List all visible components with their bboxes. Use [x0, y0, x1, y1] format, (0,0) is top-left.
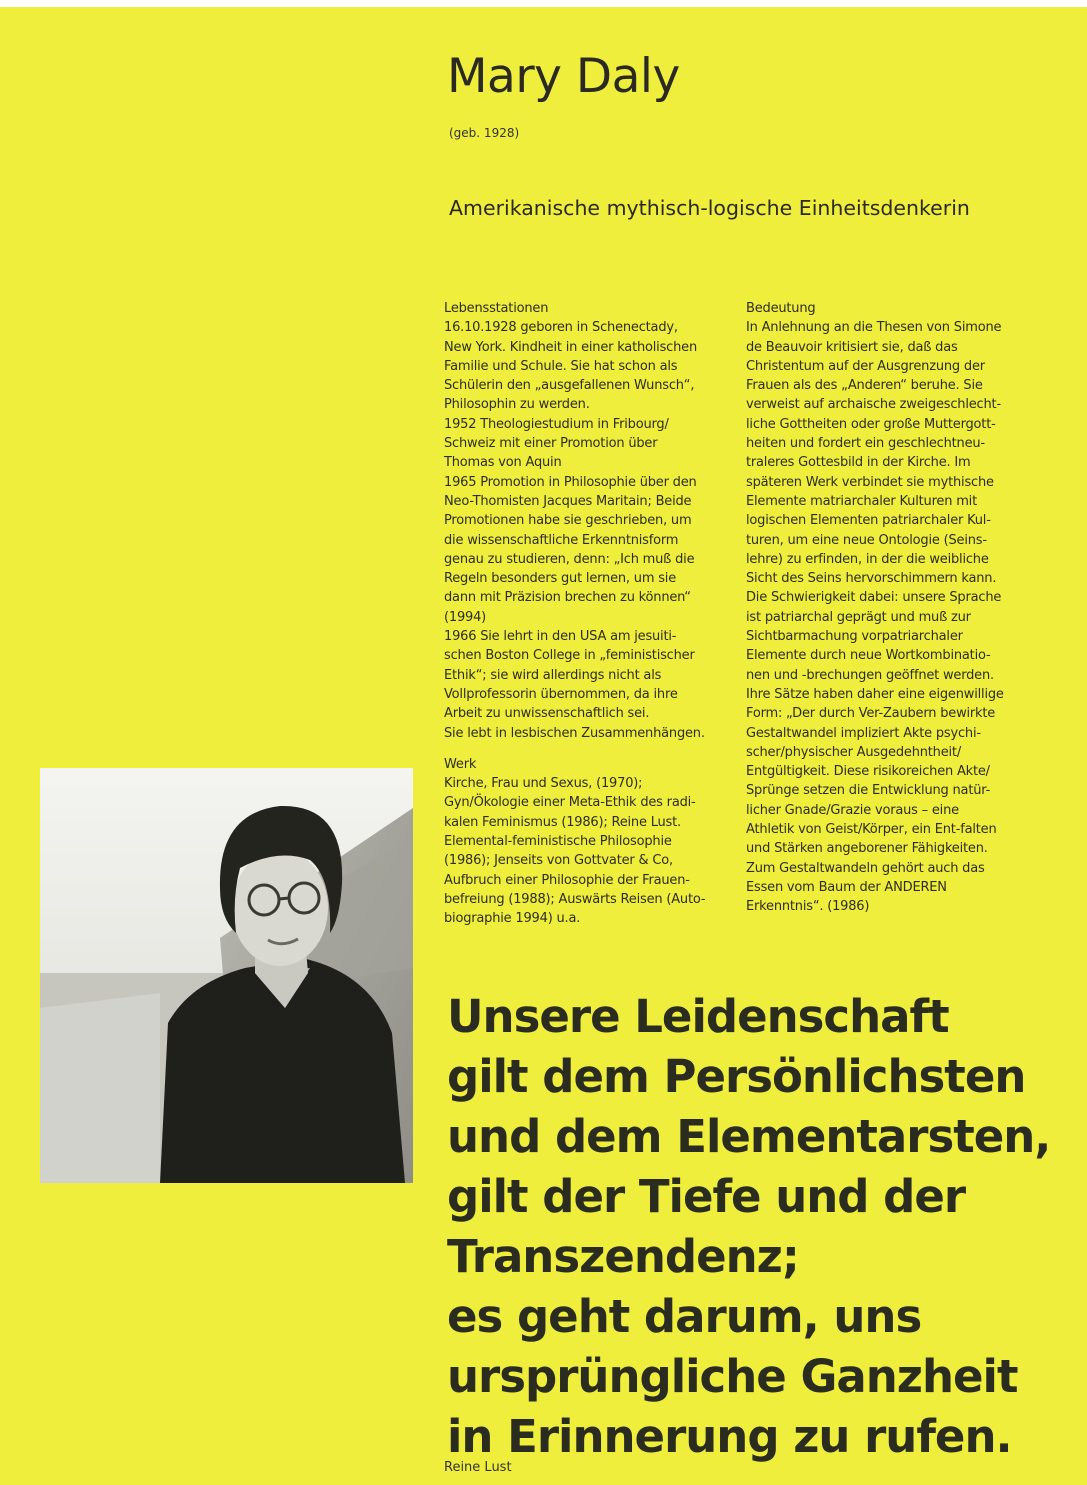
- work-heading: Werk: [444, 756, 477, 772]
- birth-year: (geb. 1928): [449, 126, 520, 140]
- life-text: 16.10.1928 geboren in Schenectady, New York. Kindheit in einer katholischen Familie und Schule. Sie hat schon als Schülerin den „ausgefallenen Wunsch“, Philosophin zu werden. 1952 Theologiestudium in Fribourg/ Schweiz mit einer Promotion über Thomas von Aquin 1965 Promotion in Philosophie über den Neo-Thomisten Jacques Maritain; Beide Promotionen habe sie geschrieben, um die wissenschaftliche Erkenntnisform genau zu studieren, denn: „Ich muß die Regeln besonders gut lernen, um sie dann mit Präzision brechen zu können“ (1994) 1966 Sie lehrt in den USA am jesuiti- schen Boston College in „feministischer Ethik“; sie wird allerdings nicht als Vollprofessorin übernommen, da ihre Arbeit zu unwissenschaftlich sei. Sie lebt in lesbischen Zusammenhängen.: [444, 320, 705, 741]
- page: [0, 7, 1087, 1485]
- meaning-text: In Anlehnung an die Thesen von Simone de Beauvoir kritisiert sie, daß das Christentum auf der Ausgrenzung der Frauen als des „Anderen“ beruhe. Sie verweist auf archaische zweigeschlecht- liche Gottheiten oder große Muttergott- heiten und fordert ein geschlechtneu- traleres Gottesbild in der Kirche. Im späteren Werk verbindet sie mythische Elemente matriarchaler Kulturen mit logischen Elementen patriarchaler Kul- turen, um eine neue Ontologie (Seins- lehre) zu erfinden, in der die weibliche Sicht des Seins hervorschimmern kann. Die Schwierigkeit dabei: unsere Sprache ist patriarchal geprägt und muß zur Sichtbarmachung vorpatriarchaler Elemente durch neue Wortkombinatio- nen und -brechungen geöffnet werden. Ihre Sätze haben daher eine eigenwillige Form: „Der durch Ver-Zaubern bewirkte Gestaltwandel impliziert Akte psychi- scher/physischer Ausgedehntheit/ Entgültigkeit. Diese risikoreichen Akte/ Sprünge setzen die Entwicklung natür- licher Gnade/Grazie voraus – eine Athletik von Geist/Körper, ein Ent-falten und Stärken angeborener Fähigkeiten. Zum Gestaltwandeln gehört auch das Essen vom Baum der ANDEREN Erkenntnis“. (1986): [746, 320, 1004, 915]
- portrait-photo: [40, 768, 413, 1183]
- meaning-heading: Bedeutung: [746, 301, 816, 316]
- work-text: Kirche, Frau und Sexus, (1970); Gyn/Ökologie einer Meta-Ethik des radi- kalen Feminismus (1986); Reine Lust. Elemental-feministische Philosophie (1986); Jenseits von Gottvater & Co, Aufbruch einer Philosophie der Frauen- befreiung (1988); Auswärts Reisen (Auto- biographie 1994) u.a.: [444, 776, 706, 927]
- life-heading: Lebensstationen: [444, 301, 549, 316]
- portrait-image: [40, 768, 413, 1183]
- quote-source: Reine Lust: [444, 1460, 512, 1475]
- subtitle: Amerikanische mythisch-logische Einheitsdenkerin: [449, 196, 970, 220]
- page-title: Mary Daly: [447, 49, 680, 104]
- left-column: [444, 299, 734, 929]
- right-column: [746, 299, 1031, 917]
- pull-quote: Unsere Leidenschaft gilt dem Persönlichsten und dem Elementarsten, gilt der Tiefe und der Transzendenz; es geht darum, uns ursprüngliche Ganzheit in Erinnerung zu rufen.: [447, 990, 1051, 1463]
